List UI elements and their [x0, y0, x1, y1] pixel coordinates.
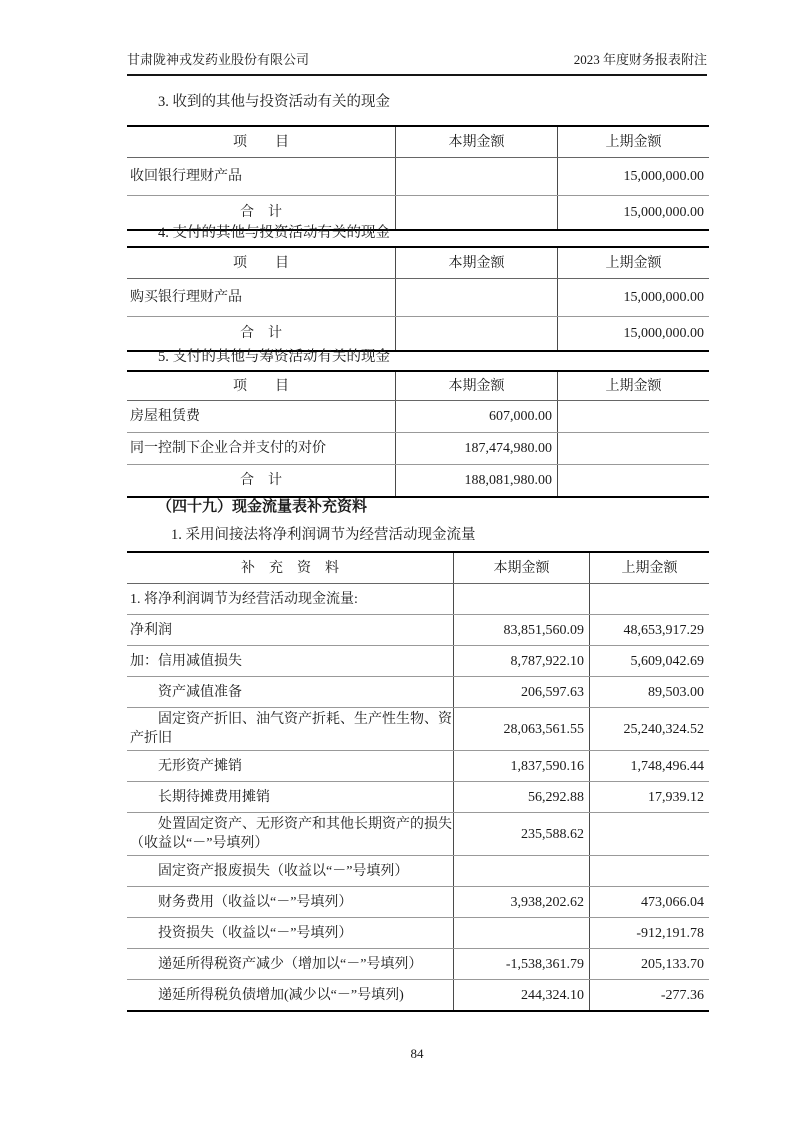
amount-current-period: 3,938,202.62: [454, 887, 590, 918]
column-header: 项 目: [127, 247, 396, 279]
column-header: 上期金额: [558, 126, 710, 158]
section-heading-4: 4. 支付的其他与投资活动有关的现金: [158, 225, 390, 241]
row-label: 1. 将净利润调节为经营活动现金流量:: [127, 584, 454, 615]
table-row: [127, 887, 709, 918]
table-row: [127, 317, 709, 352]
amount-current-period: 206,597.63: [454, 677, 590, 708]
row-label: 固定资产折旧、油气资产折耗、生产性生物、资产折旧: [127, 708, 454, 751]
amount-prior-period: [590, 813, 710, 856]
table-row: [127, 584, 709, 615]
amount-prior-period: 1,748,496.44: [590, 751, 710, 782]
table-row: [127, 677, 709, 708]
amount-current-period: 28,063,561.55: [454, 708, 590, 751]
amount-current-period: [396, 279, 558, 317]
table-row: [127, 949, 709, 980]
row-label: 合 计: [240, 326, 282, 341]
amount-current-period: [396, 317, 558, 352]
row-label: 财务费用（收益以“－”号填列）: [127, 887, 454, 918]
column-header: 本期金额: [396, 126, 558, 158]
header-rule: [127, 74, 707, 76]
amount-prior-period: -912,191.78: [590, 918, 710, 949]
subsection-heading-indirect-method: 1. 采用间接法将净利润调节为经营活动现金流量: [171, 527, 476, 543]
amount-prior-period: 48,653,917.29: [590, 615, 710, 646]
column-header: 本期金额: [396, 247, 558, 279]
table-other-financing-payments: [127, 370, 709, 498]
column-header: 本期金额: [396, 371, 558, 401]
amount-prior-period: 15,000,000.00: [558, 317, 710, 352]
table-header-row: [127, 247, 709, 279]
row-label: 处置固定资产、无形资产和其他长期资产的损失（收益以“－”号填列）: [127, 813, 454, 856]
table-row: [127, 782, 709, 813]
row-label: 购买银行理财产品: [127, 279, 396, 317]
page-number: 84: [410, 1046, 424, 1061]
column-header: 上期金额: [590, 552, 710, 584]
table-header-row: [127, 126, 709, 158]
row-label: 房屋租赁费: [127, 401, 396, 433]
amount-current-period: [454, 856, 590, 887]
amount-prior-period: 205,133.70: [590, 949, 710, 980]
row-label: 资产减值准备: [127, 677, 454, 708]
row-label: 递延所得税负债增加(减少以“－”号填列): [158, 987, 404, 1003]
table-row: [127, 708, 709, 751]
table-other-investing-receipts: [127, 125, 709, 231]
table-row: [127, 918, 709, 949]
row-label: 净利润: [127, 615, 454, 646]
amount-prior-period: [558, 401, 710, 433]
table-row: [127, 856, 709, 887]
row-label: 固定资产报废损失（收益以“－”号填列）: [127, 856, 454, 887]
amount-prior-period: 15,000,000.00: [558, 196, 710, 231]
table-row: [127, 465, 709, 498]
row-label: 收回银行理财产品: [127, 158, 396, 196]
amount-prior-period: 17,939.12: [590, 782, 710, 813]
row-label: 无形资产摊销: [127, 751, 454, 782]
amount-current-period: -1,538,361.79: [454, 949, 590, 980]
row-label: 同一控制下企业合并支付的对价: [127, 433, 396, 465]
amount-prior-period: 473,066.04: [590, 887, 710, 918]
amount-current-period: 8,787,922.10: [454, 646, 590, 677]
amount-current-period: 56,292.88: [454, 782, 590, 813]
column-header: 本期金额: [454, 552, 590, 584]
table-row: [127, 646, 709, 677]
amount-prior-period: [558, 465, 710, 498]
table-other-investing-payments: [127, 246, 709, 352]
report-title: 2023 年度财务报表附注: [573, 52, 707, 67]
row-label: 长期待摊费用摊销: [127, 782, 454, 813]
amount-current-period: 235,588.62: [454, 813, 590, 856]
column-header: 上期金额: [558, 371, 710, 401]
amount-current-period: 244,324.10: [454, 980, 590, 1012]
row-label: 递延所得税资产减少（增加以“－”号填列）: [127, 949, 454, 980]
row-label: 加：信用减值损失: [127, 646, 454, 677]
amount-current-period: [396, 196, 558, 231]
column-header: 项 目: [127, 126, 396, 158]
row-label: 合 计: [240, 205, 282, 220]
amount-current-period: 188,081,980.00: [396, 465, 558, 498]
table-row: [127, 751, 709, 782]
page-header: [127, 52, 707, 68]
amount-current-period: 607,000.00: [396, 401, 558, 433]
column-header: 上期金额: [558, 247, 710, 279]
amount-current-period: 1,837,590.16: [454, 751, 590, 782]
table-row: [127, 279, 709, 317]
amount-prior-period: -277.36: [590, 980, 710, 1012]
row-label: 合 计: [240, 473, 282, 488]
table-row: [127, 980, 709, 1012]
section-heading-5: 5. 支付的其他与筹资活动有关的现金: [158, 349, 390, 365]
company-name: 甘肃陇神戎发药业股份有限公司: [127, 52, 310, 67]
amount-prior-period: [590, 856, 710, 887]
table-header-row: [127, 371, 709, 401]
table-row: [127, 615, 709, 646]
amount-current-period: 83,851,560.09: [454, 615, 590, 646]
table-cash-flow-supplementary: [127, 551, 709, 1012]
amount-current-period: [396, 158, 558, 196]
column-header: 项 目: [127, 371, 396, 401]
amount-prior-period: [558, 433, 710, 465]
section-heading-3: 3. 收到的其他与投资活动有关的现金: [158, 94, 390, 110]
table-row: [127, 433, 709, 465]
column-header: 补 充 资 料: [127, 552, 454, 584]
amount-prior-period: 15,000,000.00: [558, 158, 710, 196]
row-label: 投资损失（收益以“－”号填列）: [127, 918, 454, 949]
amount-prior-period: 89,503.00: [590, 677, 710, 708]
table-row: [127, 813, 709, 856]
amount-current-period: [454, 918, 590, 949]
table-row: [127, 401, 709, 433]
table-row: [127, 158, 709, 196]
amount-current-period: [454, 584, 590, 615]
table-header-row: [127, 552, 709, 584]
amount-prior-period: [590, 584, 710, 615]
amount-prior-period: 25,240,324.52: [590, 708, 710, 751]
amount-current-period: 187,474,980.00: [396, 433, 558, 465]
amount-prior-period: 5,609,042.69: [590, 646, 710, 677]
amount-prior-period: 15,000,000.00: [558, 279, 710, 317]
section-heading-49: （四十九）现金流量表补充资料: [157, 499, 368, 515]
